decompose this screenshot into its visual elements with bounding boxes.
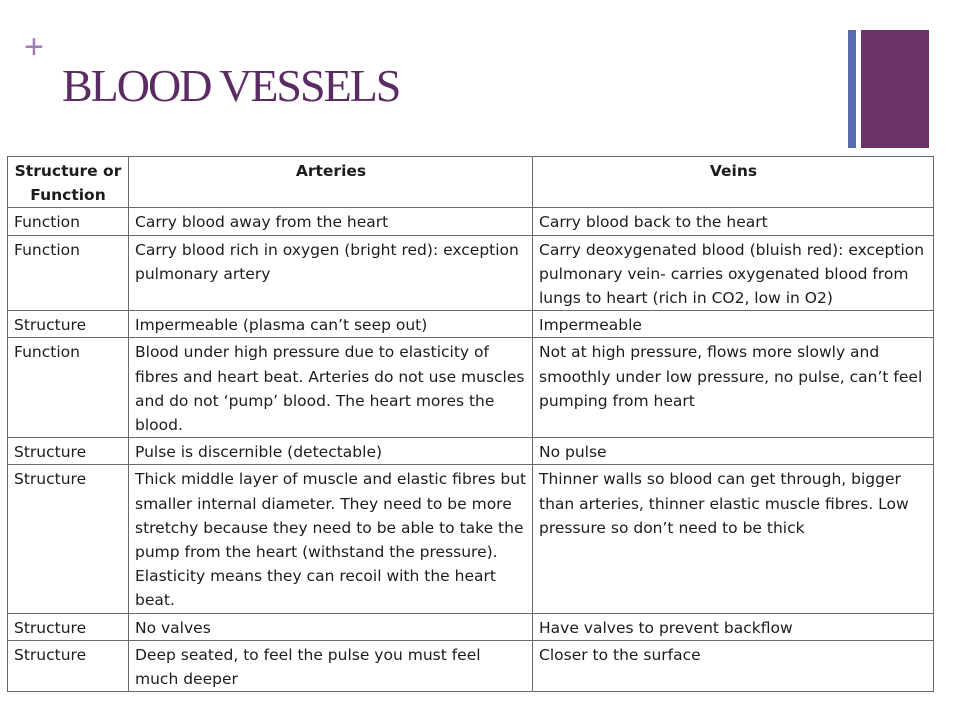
arteries-cell: No valves: [129, 613, 533, 640]
header-structure-or-function: Structure or Function: [8, 157, 129, 208]
row-type-cell: Structure: [8, 613, 129, 640]
table-row: [8, 640, 934, 691]
accent-bar-thin: [848, 30, 856, 148]
table-header-row: [8, 157, 934, 208]
row-type-cell: Structure: [8, 438, 129, 465]
arteries-cell: Deep seated, to feel the pulse you must feel much deeper: [129, 640, 533, 691]
arteries-cell: Carry blood away from the heart: [129, 208, 533, 235]
slide-title: BLOOD VESSELS: [62, 60, 400, 111]
row-type-cell: Function: [8, 235, 129, 311]
veins-cell: Closer to the surface: [533, 640, 934, 691]
veins-cell: Not at high pressure, flows more slowly and smoothly under low pressure, no pulse, can’t feel pumping from heart: [533, 338, 934, 438]
table-row: [8, 235, 934, 311]
plus-icon: +: [24, 28, 44, 66]
arteries-cell: Blood under high pressure due to elasticity of fibres and heart beat. Arteries do not use muscles and do not ‘pump’ blood. The heart mores the blood.: [129, 338, 533, 438]
comparison-table: [7, 156, 934, 692]
veins-cell: Carry deoxygenated blood (bluish red): exception pulmonary vein- carries oxygenated blood from lungs to heart (rich in CO2, low in O2): [533, 235, 934, 311]
row-type-cell: Structure: [8, 640, 129, 691]
veins-cell: Have valves to prevent backflow: [533, 613, 934, 640]
row-type-cell: Structure: [8, 311, 129, 338]
veins-cell: Carry blood back to the heart: [533, 208, 934, 235]
veins-cell: Thinner walls so blood can get through, bigger than arteries, thinner elastic muscle fibres. Low pressure so don’t need to be thick: [533, 465, 934, 613]
arteries-cell: Thick middle layer of muscle and elastic fibres but smaller internal diameter. They need to be more stretchy because they need to be able to take the pump from the heart (withstand the pressure). Elasticity means they can recoil with the heart beat.: [129, 465, 533, 613]
row-type-cell: Structure: [8, 465, 129, 613]
veins-cell: Impermeable: [533, 311, 934, 338]
arteries-cell: Carry blood rich in oxygen (bright red): exception pulmonary artery: [129, 235, 533, 311]
table-row: [8, 465, 934, 613]
veins-cell: No pulse: [533, 438, 934, 465]
header-arteries: Arteries: [129, 157, 533, 208]
row-type-cell: Function: [8, 338, 129, 438]
table-row: [8, 311, 934, 338]
table-row: [8, 438, 934, 465]
row-type-cell: Function: [8, 208, 129, 235]
header-veins: Veins: [533, 157, 934, 208]
table-row: [8, 338, 934, 438]
arteries-cell: Impermeable (plasma can’t seep out): [129, 311, 533, 338]
table-row: [8, 208, 934, 235]
arteries-cell: Pulse is discernible (detectable): [129, 438, 533, 465]
table-row: [8, 613, 934, 640]
accent-bar-thick: [861, 30, 929, 148]
